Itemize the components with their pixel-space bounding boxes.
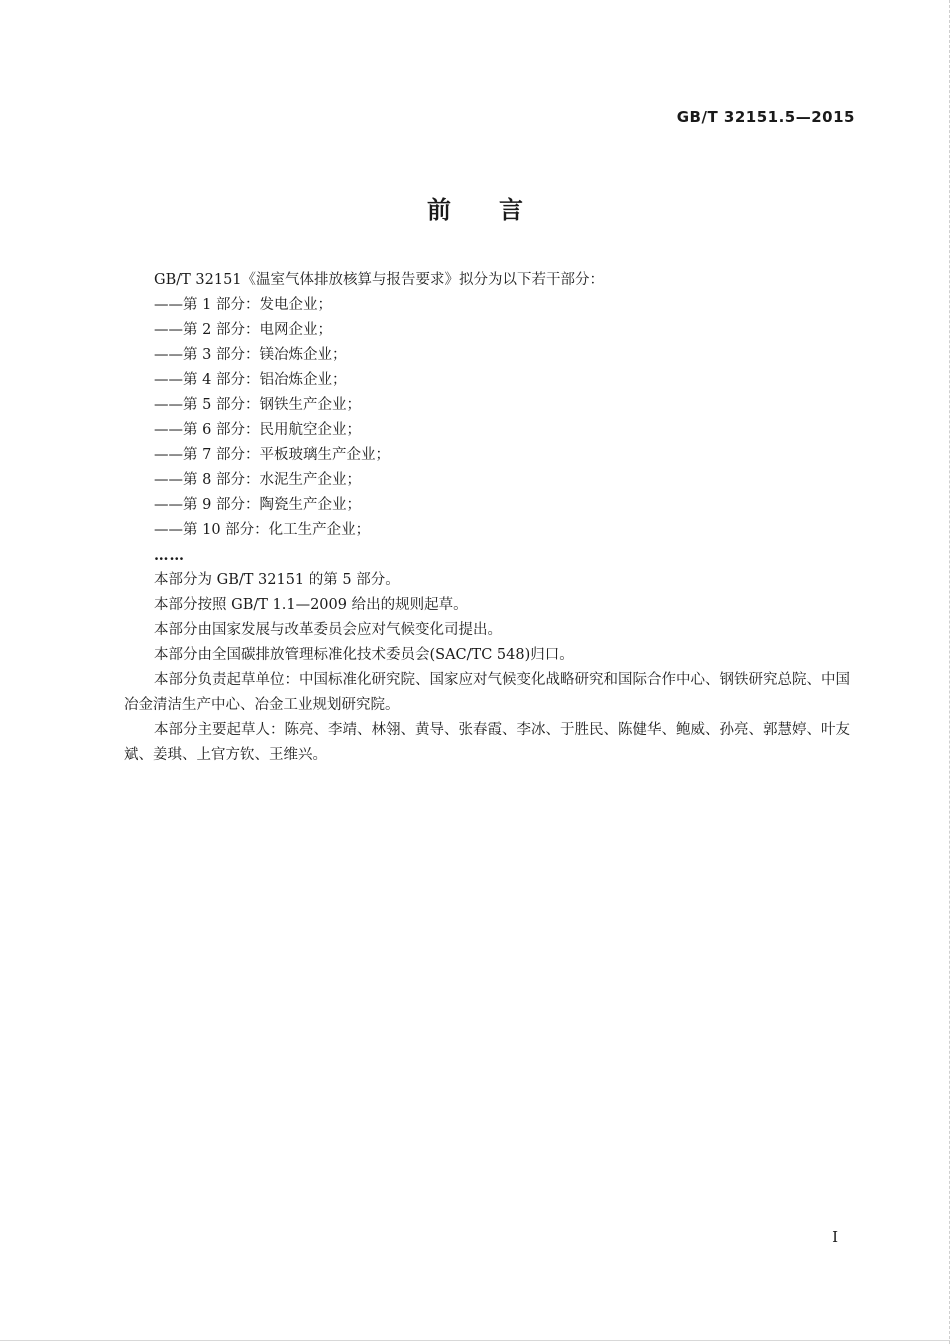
document-body	[124, 268, 860, 768]
page-number: I	[832, 1228, 838, 1246]
list-ellipsis: ……	[154, 547, 185, 564]
list-item: ——第 1 部分：发电企业；	[154, 297, 332, 313]
page-title: 前言	[427, 196, 571, 224]
list-item: ——第 3 部分：镁冶炼企业；	[154, 347, 347, 363]
paragraph: 本部分负责起草单位：中国标准化研究院、国家应对气候变化战略研究和国际合作中心、钢铁研究总院、中国冶金清洁生产中心、冶金工业规划研究院。	[124, 672, 850, 713]
intro-paragraph: GB/T 32151《温室气体排放核算与报告要求》拟分为以下若干部分：	[154, 272, 605, 288]
paragraph: 本部分为 GB/T 32151 的第 5 部分。	[154, 572, 400, 588]
paragraph: 本部分主要起草人：陈亮、李靖、林翎、黄导、张春霞、李冰、于胜民、陈健华、鲍威、孙亮、郭慧婷、叶友斌、姜琪、上官方钦、王维兴。	[124, 722, 850, 763]
list-item: ——第 2 部分：电网企业；	[154, 322, 332, 338]
paragraph: 本部分由全国碳排放管理标准化技术委员会(SAC/TC 548)归口。	[154, 647, 574, 663]
list-item: ——第 6 部分：民用航空企业；	[154, 422, 361, 438]
list-item: ——第 10 部分：化工生产企业；	[154, 522, 371, 538]
list-item: ——第 8 部分：水泥生产企业；	[154, 472, 361, 488]
list-item: ——第 4 部分：铝冶炼企业；	[154, 372, 347, 388]
scan-bottom-line	[0, 1340, 950, 1341]
list-item: ——第 5 部分：钢铁生产企业；	[154, 397, 361, 413]
standard-number: GB/T 32151.5—2015	[676, 108, 855, 126]
parts-list	[124, 293, 860, 543]
paragraph: 本部分由国家发展与改革委员会应对气候变化司提出。	[154, 622, 502, 638]
list-item: ——第 7 部分：平板玻璃生产企业；	[154, 447, 390, 463]
paragraph: 本部分按照 GB/T 1.1—2009 给出的规则起草。	[154, 597, 468, 613]
list-item: ——第 9 部分：陶瓷生产企业；	[154, 497, 361, 513]
